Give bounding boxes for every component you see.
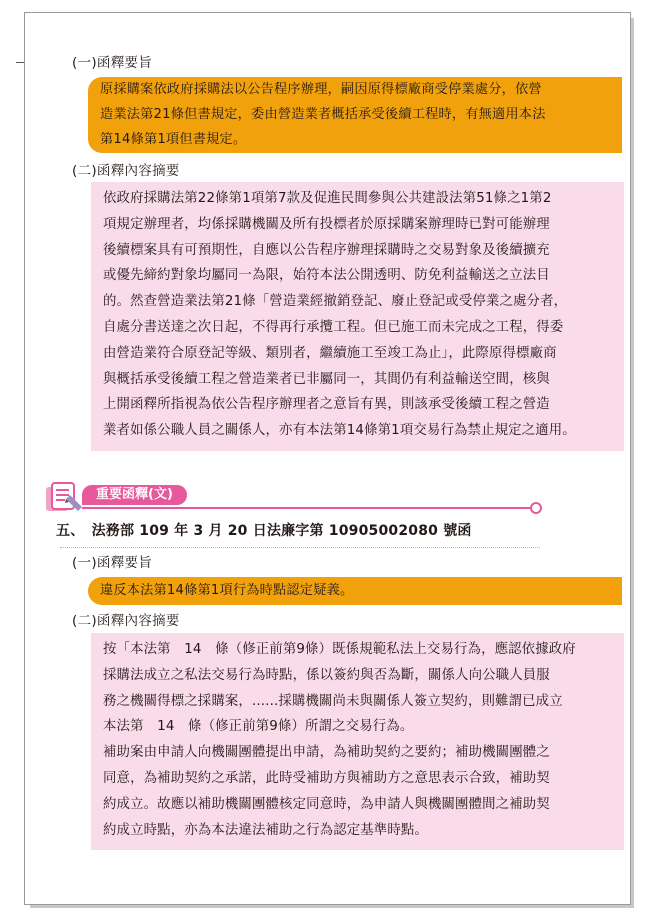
summary-line: 與概括承受後續工程之營造業者已非屬同一，其間仍有利益輸送空間，核與 <box>103 371 550 387</box>
gist-line: 原採購案依政府採購法以公告程序辦理，嗣因原得標廠商受停業處分，依營 <box>100 82 542 97</box>
summary-heading-2: (二)函釋內容摘要 <box>72 613 180 629</box>
banner-label: 重要函釋(文) <box>82 485 187 505</box>
summary-box-1 <box>91 182 624 451</box>
summary-line: 項規定辦理者，均係採購機關及所有投標者於原採購案辦理時已對可能辦理 <box>103 216 550 232</box>
summary-line: 同意，為補助契約之承諾，此時受補助方與補助方之意思表示合致，補助契 <box>103 770 550 786</box>
gist-line: 造業法第21條但書規定，委由營造業者概括承受後續工程時，有無適用本法 <box>100 107 546 122</box>
summary-line: 的。然查營造業法第21條「營造業經撤銷登記、廢止登記或受停業之處分者， <box>103 294 568 310</box>
section-title: 五、 法務部 109 年 3 月 20 日法廉字第 10905002080 號函 <box>56 523 472 539</box>
gist-line: 違反本法第14條第1項行為時點認定疑義。 <box>100 583 354 598</box>
margin-tick <box>16 62 24 63</box>
section-divider <box>60 547 540 548</box>
page-shadow-right <box>631 18 634 907</box>
banner-end-dot <box>530 502 542 514</box>
summary-line: 依政府採購法第22條第1項第7款及促進民間參與公共建設法第51條之1第2 <box>103 191 552 206</box>
summary-line: 由營造業符合原登記等級、類別者，繼續施工至竣工為止」，此際原得標廠商 <box>103 345 557 361</box>
summary-line: 按「本法第 14 條（修正前第9條）既係規範私法上交易行為，應認依據政府 <box>103 642 576 657</box>
summary-line: 約成立時點，亦為本法違法補助之行為認定基準時點。 <box>103 822 428 838</box>
gist-heading-1: (一)函釋要旨 <box>72 55 153 71</box>
summary-line: 本法第 14 條（修正前第9條）所謂之交易行為。 <box>103 719 414 735</box>
summary-line: 後續標案具有可預期性，自應以公告程序辦理採購時之交易對象及後續擴充 <box>103 242 550 258</box>
summary-line: 務之機關得標之採購案，......採購機關尚未與關係人簽立契約，則難謂已成立 <box>103 693 563 709</box>
gist-heading-2: (一)函釋要旨 <box>72 555 153 571</box>
gist-box-1 <box>88 77 622 153</box>
gist-box-2 <box>88 577 622 605</box>
page-shadow-bottom <box>30 905 634 908</box>
summary-line: 採購法成立之私法交易行為時點，係以簽約與否為斷，關係人向公職人員服 <box>103 667 550 683</box>
gist-line: 第14條第1項但書規定。 <box>100 132 247 147</box>
summary-line: 上開函釋所指視為依公告程序辦理者之意旨有異，則該承受後續工程之營造 <box>103 397 550 413</box>
banner-rule <box>82 507 532 509</box>
summary-line: 自處分書送達之次日起，不得再行承攬工程。但已施工而未完成之工程，得委 <box>103 319 564 335</box>
summary-heading-1: (二)函釋內容摘要 <box>72 163 180 179</box>
summary-line: 約成立。故應以補助機關團體核定同意時，為申請人與機關團體間之補助契 <box>103 796 550 812</box>
summary-line: 或優先締約對象均屬同一為限，始符本法公開透明、防免利益輸送之立法目 <box>103 268 550 284</box>
summary-line: 補助案由申請人向機關團體提出申請，為補助契約之要約；補助機關團體之 <box>103 745 550 761</box>
important-ruling-banner <box>44 481 544 521</box>
summary-line: 業者如係公職人員之關係人，亦有本法第14條第1項交易行為禁止規定之適用。 <box>103 423 576 439</box>
summary-box-2 <box>91 633 624 850</box>
